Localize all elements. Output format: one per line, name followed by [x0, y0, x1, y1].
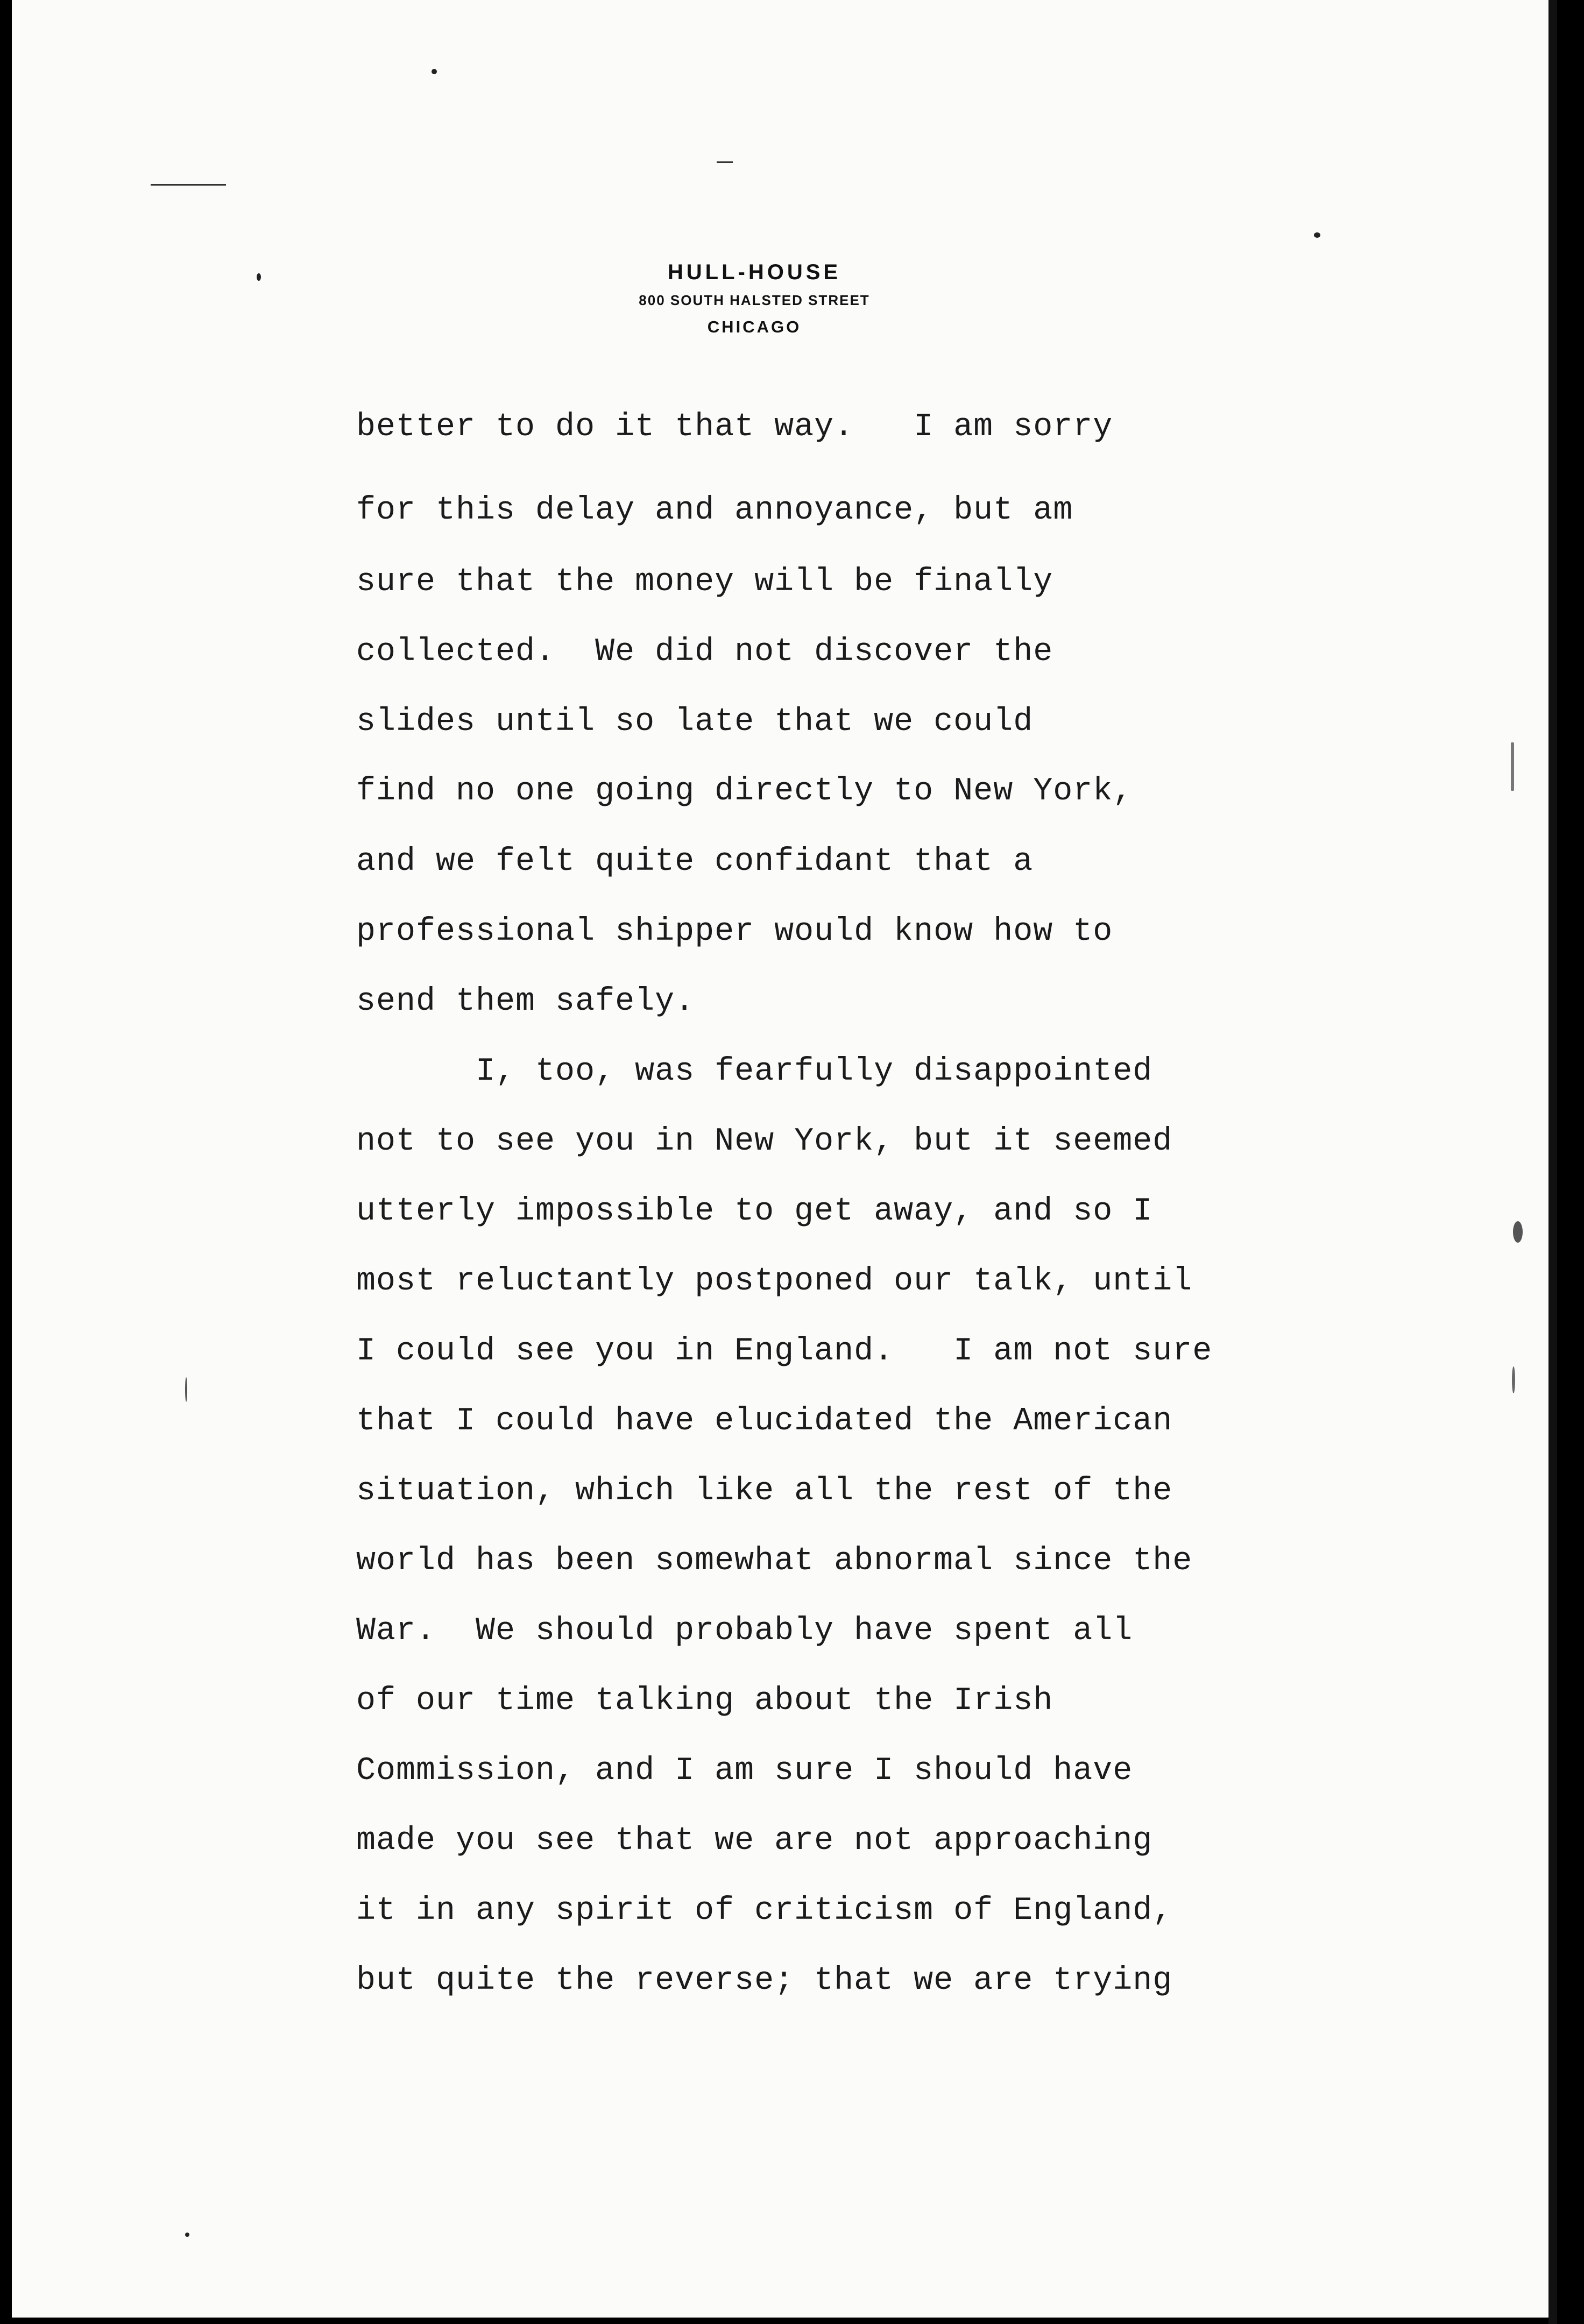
scan-speck — [1512, 1366, 1515, 1393]
letter-line: sure that the money will be finally — [356, 564, 1053, 600]
letter-page — [12, 0, 1557, 2318]
letter-line: made you see that we are not approaching — [356, 1823, 1153, 1859]
letter-line: professional shipper would know how to — [356, 913, 1113, 950]
letterhead — [614, 257, 894, 341]
scan-border — [1548, 0, 1557, 2324]
scan-speck — [257, 273, 261, 281]
letterhead-street: 800 SOUTH HALSTED STREET — [639, 292, 870, 308]
letter-line: slides until so late that we could — [356, 704, 1034, 740]
letter-line: that I could have elucidated the American — [356, 1403, 1173, 1440]
letter-line: for this delay and annoyance, but am — [356, 492, 1073, 529]
scan-mark — [717, 161, 733, 163]
letter-line: situation, which like all the rest of the — [356, 1473, 1173, 1510]
scan-mark — [151, 184, 226, 186]
letterhead-city: CHICAGO — [707, 317, 802, 336]
scan-speck — [1511, 742, 1514, 791]
scan-speck — [1513, 1221, 1523, 1243]
letter-line: I could see you in England. I am not sure — [356, 1333, 1213, 1370]
letter-line: world has been somewhat abnormal since the — [356, 1543, 1193, 1579]
letter-line: find no one going directly to New York, — [356, 773, 1133, 810]
letter-line: better to do it that way. I am sorry — [356, 409, 1113, 445]
scan-speck — [432, 69, 437, 74]
letter-line: not to see you in New York, but it seemed — [356, 1123, 1173, 1160]
letter-line: utterly impossible to get away, and so I — [356, 1193, 1153, 1230]
letterhead-name: HULL-HOUSE — [667, 260, 841, 284]
scan-speck — [185, 2233, 189, 2237]
scan-speck — [185, 1377, 187, 1402]
letter-line: I, too, was fearfully disappointed — [356, 1053, 1153, 1090]
letter-line: but quite the reverse; that we are trying — [356, 1962, 1173, 1999]
letter-line: send them safely. — [356, 983, 695, 1020]
letter-line: Commission, and I am sure I should have — [356, 1753, 1133, 1789]
letter-line: of our time talking about the Irish — [356, 1683, 1053, 1719]
letter-line: it in any spirit of criticism of England, — [356, 1893, 1173, 1929]
scan-speck — [1314, 232, 1320, 238]
letter-line: War. We should probably have spent all — [356, 1613, 1133, 1649]
letter-line: and we felt quite confidant that a — [356, 844, 1034, 880]
letter-line: collected. We did not discover the — [356, 634, 1053, 670]
letter-line: most reluctantly postponed our talk, until — [356, 1263, 1193, 1300]
